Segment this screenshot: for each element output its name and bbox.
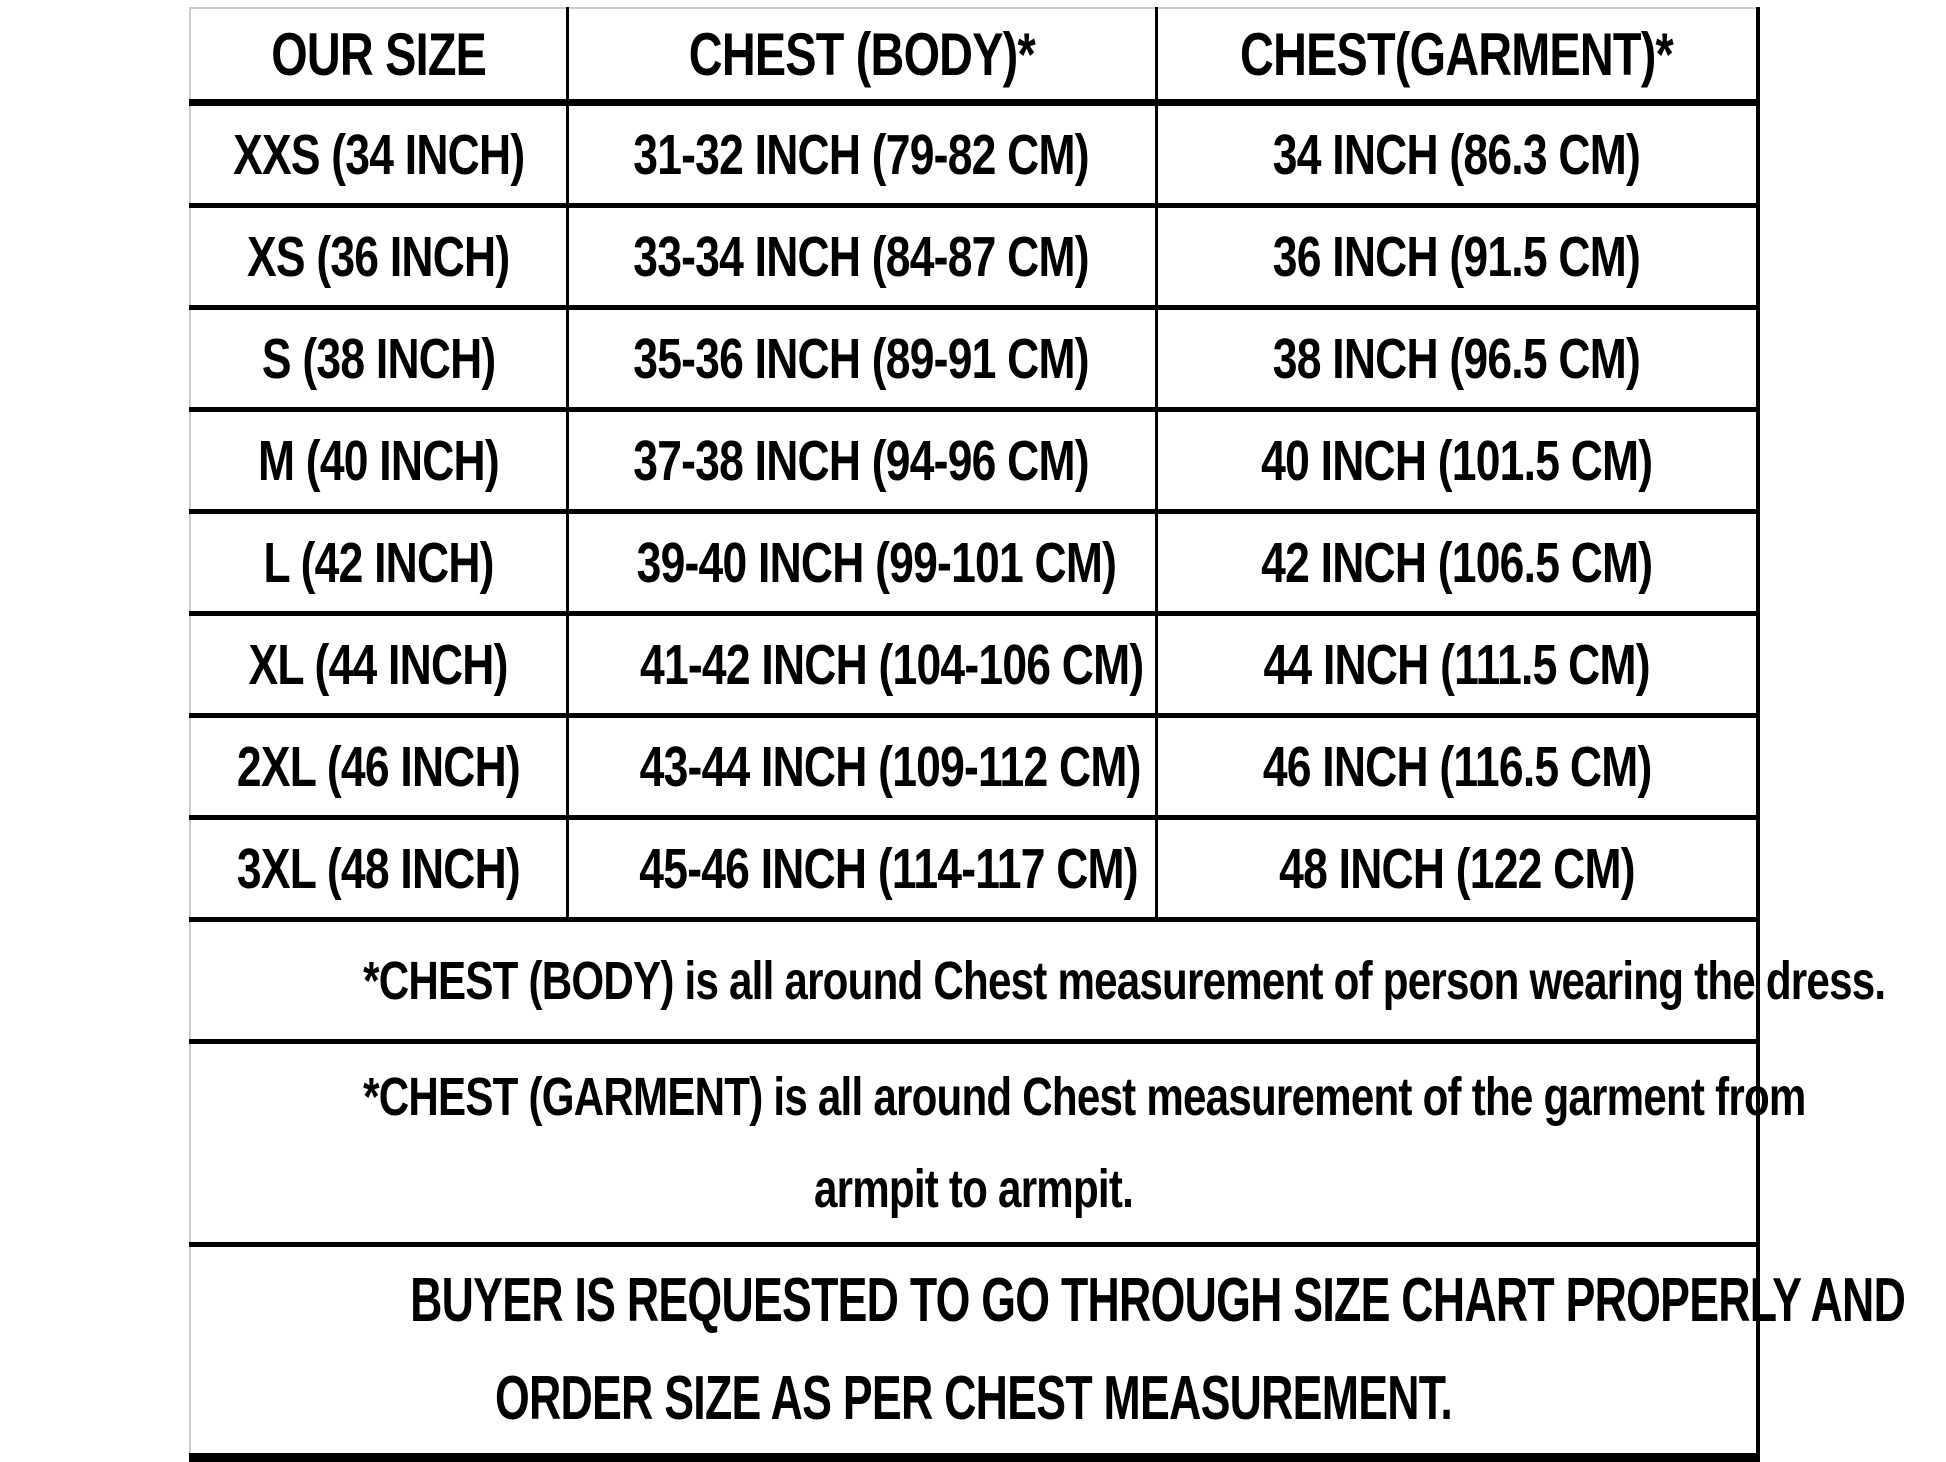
size-cell <box>190 716 567 818</box>
column-header-our-size <box>190 8 567 103</box>
chest-garment-value: 36 INCH (91.5 CM) <box>1273 224 1641 289</box>
chest-body-value: 37-38 INCH (94-96 CM) <box>633 428 1090 493</box>
size-chart-table <box>189 7 1906 1462</box>
column-header-chest-body <box>567 8 1156 103</box>
note-chest-body <box>190 920 1886 1042</box>
chest-garment-cell <box>1156 410 1758 512</box>
note-row-chest-garment <box>190 1042 1758 1245</box>
size-value: XL (44 INCH) <box>248 632 508 697</box>
header-row <box>190 8 1758 103</box>
column-header-our-size-label: OUR SIZE <box>270 20 486 88</box>
chest-garment-value: 46 INCH (116.5 CM) <box>1262 734 1652 799</box>
chest-body-cell <box>567 614 1156 716</box>
chest-garment-cell <box>1156 818 1758 920</box>
chest-body-cell <box>567 410 1156 512</box>
size-value: 2XL (46 INCH) <box>236 734 520 799</box>
table-row-m <box>190 410 1758 512</box>
size-cell <box>190 103 567 206</box>
table-row-l <box>190 512 1758 614</box>
chest-garment-cell <box>1156 308 1758 410</box>
column-header-chest-garment <box>1156 8 1758 103</box>
table-row-xxs <box>190 103 1758 206</box>
chest-garment-value: 38 INCH (96.5 CM) <box>1273 326 1641 391</box>
size-cell <box>190 512 567 614</box>
chest-body-cell <box>567 716 1156 818</box>
chest-garment-cell <box>1156 614 1758 716</box>
chest-body-cell <box>567 818 1156 920</box>
size-chart <box>189 7 1906 1462</box>
table-row-s <box>190 308 1758 410</box>
note-buyer-line2: ORDER SIZE AS PER CHEST MEASUREMENT. <box>494 1364 1453 1433</box>
table-row-3xl <box>190 818 1758 920</box>
table-row-xl <box>190 614 1758 716</box>
note-row-chest-body <box>190 920 1758 1042</box>
size-value: L (42 INCH) <box>263 530 494 595</box>
chest-garment-cell <box>1156 103 1758 206</box>
chest-garment-value: 42 INCH (106.5 CM) <box>1261 530 1653 595</box>
chest-garment-value: 40 INCH (101.5 CM) <box>1261 428 1653 493</box>
chest-body-value: 41-42 INCH (104-106 CM) <box>639 632 1143 697</box>
size-value: S (38 INCH) <box>261 326 496 391</box>
chest-body-value: 33-34 INCH (84-87 CM) <box>633 224 1090 289</box>
chest-body-value: 35-36 INCH (89-91 CM) <box>633 326 1090 391</box>
chest-garment-value: 44 INCH (111.5 CM) <box>1263 632 1650 697</box>
chest-body-value: 43-44 INCH (109-112 CM) <box>639 734 1141 799</box>
chest-garment-cell <box>1156 512 1758 614</box>
chest-body-cell <box>567 512 1156 614</box>
chest-body-cell <box>567 206 1156 308</box>
note-buyer-line1: BUYER IS REQUESTED TO GO THROUGH SIZE CHART PROPERLY AND <box>410 1266 1906 1335</box>
size-cell <box>190 818 567 920</box>
size-value: M (40 INCH) <box>257 428 499 493</box>
size-cell <box>190 206 567 308</box>
note-chest-garment <box>190 1042 1806 1245</box>
table-row-xs <box>190 206 1758 308</box>
size-value: XS (36 INCH) <box>247 224 510 289</box>
size-cell <box>190 308 567 410</box>
chest-garment-cell <box>1156 206 1758 308</box>
size-value: 3XL (48 INCH) <box>236 836 520 901</box>
chest-garment-value: 48 INCH (122 CM) <box>1278 836 1635 901</box>
note-chest-garment-line1: *CHEST (GARMENT) is all around Chest measurement of the garment from <box>363 1067 1806 1127</box>
note-buyer <box>190 1245 1906 1458</box>
column-header-chest-body-label: CHEST (BODY)* <box>688 20 1035 88</box>
size-value: XXS (34 INCH) <box>232 122 524 187</box>
chest-body-value: 39-40 INCH (99-101 CM) <box>636 530 1116 595</box>
note-chest-garment-line2: armpit to armpit. <box>813 1159 1134 1219</box>
size-cell <box>190 614 567 716</box>
chest-body-value: 31-32 INCH (79-82 CM) <box>633 122 1090 187</box>
chest-garment-value: 34 INCH (86.3 CM) <box>1273 122 1641 187</box>
note-chest-body-text: *CHEST (BODY) is all around Chest measurement of person wearing the dress. <box>363 950 1886 1011</box>
chest-body-value: 45-46 INCH (114-117 CM) <box>638 836 1138 901</box>
table-row-2xl <box>190 716 1758 818</box>
chest-body-cell <box>567 103 1156 206</box>
size-cell <box>190 410 567 512</box>
note-row-buyer <box>190 1245 1758 1458</box>
column-header-chest-garment-label: CHEST(GARMENT)* <box>1240 20 1674 88</box>
chest-body-cell <box>567 308 1156 410</box>
chest-garment-cell <box>1156 716 1758 818</box>
